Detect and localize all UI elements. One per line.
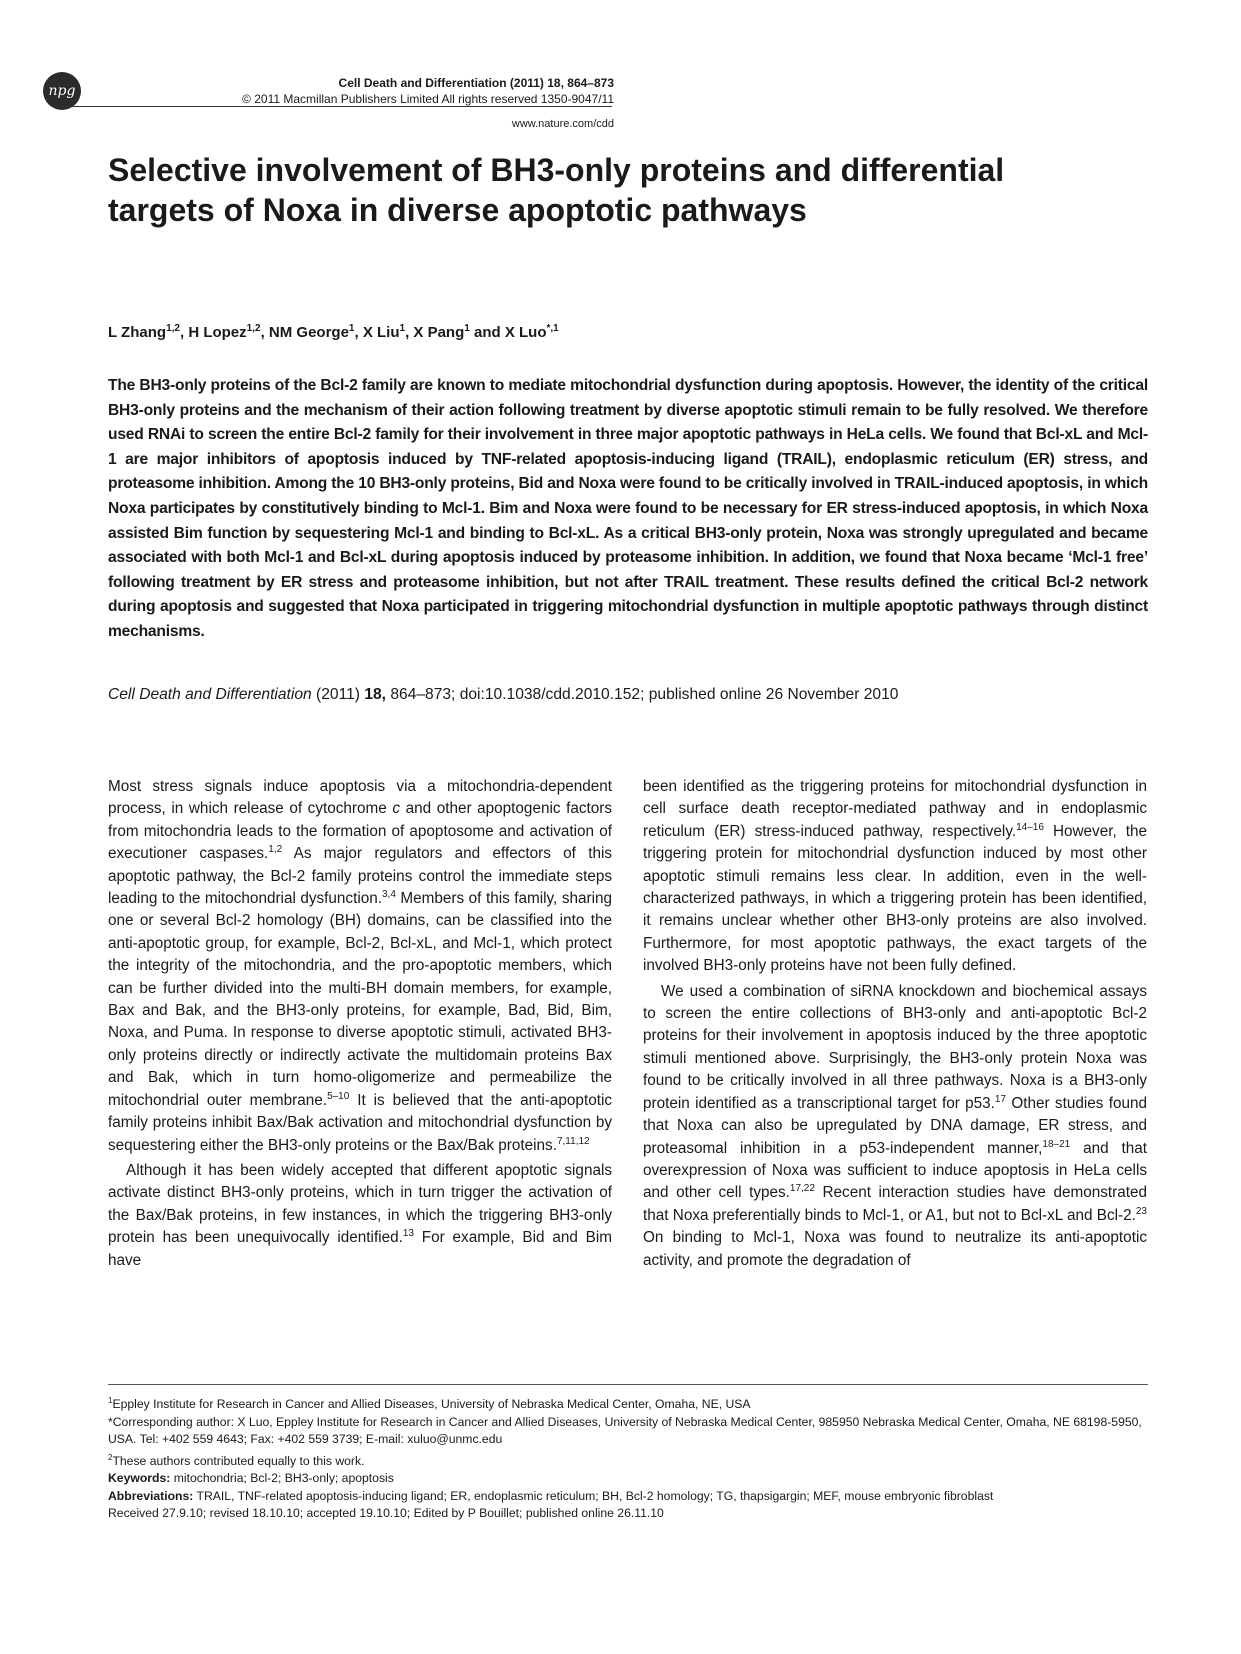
affiliation-2 — [108, 1449, 1148, 1471]
author-list: L Zhang$^{1,2}$, H Lopez$^{1,2}$, NM George$^1$, X Liu$^1$, X Pang$^1$ and X Luo$^{*,1}$ — [108, 323, 559, 341]
author-affiliation: 1 — [399, 323, 406, 334]
body-paragraph: We used a combination of siRNA knockdown and biochemical assays to screen the entire collections of BH3-only and anti-apoptotic Bcl-2 proteins for their involvement in apoptosis induced by the three apoptotic stimuli mentioned above. Surprisingly, the BH3-only protein Noxa was found to be critically involved in all three pathways. Noxa is a BH3-only protein identified as a transcriptional target for p53.17 Other studies found that Noxa can also be upregulated by DNA damage, ER stress, and proteasomal inhibition in a p53-independent manner,$^{18-21}$ and that overexpression of Noxa was sufficient to induce apoptosis in HeLa cells and other cell types.$^{17,22}$ Recent interaction studies have demonstrated that Noxa preferentially binds to Mcl-1, or A1, but not to Bcl-xL and Bcl-2.23 On binding to Mcl-1, Noxa was found to neutralize its anti-apoptotic activity, and promote the degradation of — [643, 982, 1148, 1269]
body-paragraph: Most stress signals induce apoptosis via a mitochondria-dependent process, in which release of cytochrome c and other apoptogenic factors from mitochondria leads to the formation of apoptosome and activation of executioner caspases.$^{1,2}$ As major regulators and effectors of this apoptotic pathway, the Bcl-2 family proteins control the immediate steps leading to the mitochondrial dysfunction.$^{3,4}$ Members of this family, sharing one or several Bcl-2 homology (BH) domains, can be classified into the anti-apoptotic group, for example, Bcl-2, Bcl-xL, and Mcl-1, which protect the integrity of the mitochondria, and the pro-apoptotic members, which can be further divided into the multi-BH domain members, for example, Bax and Bak, and the BH3-only proteins, for example, Bad, Bid, Bim, Noxa, and Puma. In response to diverse apoptotic stimuli, activated BH3-only proteins directly or indirectly activate the multidomain proteins Bax and Bak, which in turn homo-oligomerize and permeabilize the mitochondrial outer membrane.$^{5-10}$ It is believed that the anti-apoptotic family proteins inhibit Bax/Bak activation and mitochondrial dysfunction by sequestering either the BH3-only proteins or the Bax/Bak proteins.$^{7,11,12}$ — [108, 778, 612, 1154]
keywords — [108, 1470, 1148, 1488]
affiliation-mark: 1 — [108, 1396, 113, 1405]
affiliation-text: Eppley Institute for Research in Cancer and Allied Diseases, University of Nebraska Medical Center, Omaha, NE, USA — [112, 1397, 751, 1412]
author-name: X Pang — [413, 324, 465, 341]
affiliation-mark: 2 — [108, 1452, 113, 1462]
reference-citation[interactable]: 18–21 — [1042, 1138, 1071, 1150]
abbreviations-text: TRAIL, TNF-related apoptosis-inducing ligand; ER, endoplasmic reticulum; BH, Bcl-2 homology; TG, thapsigargin; MEF, mouse embryonic fibroblast — [196, 1488, 994, 1503]
reference-citation[interactable]: 17 — [994, 1093, 1007, 1105]
author-name: NM George — [268, 324, 349, 341]
citation-year: (2011) — [316, 686, 360, 703]
citation-line — [108, 686, 898, 704]
body-paragraph: Although it has been widely accepted that different apoptotic signals activate distinct BH3-only proteins, which in turn trigger the activation of the Bax/Bak proteins, in few instances, in which the triggering BH3-only protein has been unequivocally identified.$^{13}$ For example, Bid and Bim have — [108, 1161, 612, 1269]
body-column-left — [108, 776, 612, 1272]
body-column-right — [643, 776, 1147, 1272]
author-name: H Lopez — [188, 324, 247, 341]
reference-citation[interactable]: 7,11,12 — [556, 1135, 590, 1147]
received-dates: Received 27.9.10; revised 18.10.10; accepted 19.10.10; Edited by P Bouillet; published online 26.11.10 — [108, 1506, 664, 1521]
reference-citation[interactable]: 5–10 — [327, 1090, 350, 1102]
author-name: X Liu — [362, 324, 400, 341]
citation-volume: 18, — [364, 686, 386, 703]
affiliation-text: These authors contributed equally to this work. — [112, 1453, 365, 1468]
author-name: X Luo — [504, 324, 547, 341]
citation-rest: 864–873; doi:10.1038/cdd.2010.152; published online 26 November 2010 — [390, 686, 899, 703]
italic-term: c — [392, 800, 400, 818]
reference-citation[interactable]: 17,22 — [789, 1183, 815, 1195]
keywords-text: mitochondria; Bcl-2; BH3-only; apoptosis — [173, 1471, 394, 1486]
article-title: Selective involvement of BH3-only proteins and differential targets of Noxa in diverse apoptotic pathways — [108, 152, 1005, 228]
corresponding-author: *Corresponding author: X Luo, Eppley Institute for Research in Cancer and Allied Diseases, University of Nebraska Medical Center, 985950 Nebraska Medical Center, Omaha, NE 68198-5950, USA. Tel: +402 559 4643; Fax: +402 559 3739; E-mail: xuluo@unmc.edu — [108, 1414, 1142, 1447]
reference-citation[interactable]: 23 — [1135, 1205, 1147, 1217]
author-name: L Zhang — [108, 324, 167, 341]
citation-journal: Cell Death and Differentiation — [108, 686, 312, 703]
journal-url[interactable]: www.nature.com/cdd — [511, 118, 614, 130]
reference-citation[interactable]: 14–16 — [1016, 821, 1044, 833]
reference-citation[interactable]: 3,4 — [382, 888, 396, 900]
author-affiliation: *,1 — [546, 323, 559, 334]
reference-citation[interactable]: 1,2 — [268, 844, 283, 856]
author-affiliation: 1,2 — [246, 323, 261, 334]
abbreviations-label: Abbreviations: — [108, 1488, 194, 1503]
author-affiliation: 1 — [464, 323, 470, 334]
copyright-line: © 2011 Macmillan Publishers Limited All rights reserved 1350-9047/11 — [242, 92, 614, 106]
author-affiliation: 1,2 — [166, 323, 180, 334]
keywords-label: Keywords: — [108, 1471, 171, 1486]
footnotes — [108, 1392, 1148, 1523]
abstract: The BH3-only proteins of the Bcl-2 family are known to mediate mitochondrial dysfunction during apoptosis. However, the identity of the critical BH3-only proteins and the mechanism of their action following treatment by diverse apoptotic stimuli remain to be fully resolved. We therefore used RNAi to screen the entire Bcl-2 family for their involvement in three major apoptotic pathways in HeLa cells. We found that Bcl-xL and Mcl-1 are major inhibitors of apoptosis induced by TNF-related apoptosis-inducing ligand (TRAIL), endoplasmic reticulum (ER) stress, and proteasome inhibition. Among the 10 BH3-only proteins, Bid and Noxa were found to be critically involved in TRAIL-induced apoptosis, in which Noxa participates by constitutively binding to Mcl-1. Bim and Noxa were found to be necessary for ER stress-induced apoptosis, in which Noxa assisted Bim function by sequestering Mcl-1 and binding to Bcl-xL. As a critical BH3-only protein, Noxa was strongly upregulated and became associated with both Mcl-1 and Bcl-xL during apoptosis induced by proteasome inhibition. In addition, we found that Noxa became ‘Mcl-1 free’ following treatment by ER stress and proteasome inhibition, but not after TRAIL treatment. These results defined the critical Bcl-2 network during apoptosis and suggested that Noxa participated in triggering mitochondrial dysfunction in multiple apoptotic pathways through distinct mechanisms. — [108, 377, 1148, 640]
reference-citation[interactable]: 13 — [402, 1228, 414, 1240]
header-rule — [62, 106, 612, 107]
author-affiliation: 1 — [348, 323, 355, 334]
footnote-rule — [108, 1384, 1148, 1385]
affiliation-1 — [108, 1392, 1148, 1414]
abbreviations — [108, 1488, 1148, 1506]
journal-line: Cell Death and Differentiation (2011) 18, 864–873 — [338, 76, 614, 90]
body-paragraph: been identified as the triggering proteins for mitochondrial dysfunction in cell surface death receptor-mediated pathway and in endoplasmic reticulum (ER) stress-induced pathway, respectively.$^{14-16}$ However, the triggering protein for mitochondrial dysfunction induced by most other apoptotic stimuli remains less clear. In addition, even in the well-characterized pathways, in which a triggering protein has been identified, it remains unclear whether other BH3-only proteins are also involved. Furthermore, for most apoptotic pathways, the exact targets of the involved BH3-only proteins have not been fully defined. — [643, 778, 1148, 975]
publisher-logo: npg — [43, 72, 81, 110]
